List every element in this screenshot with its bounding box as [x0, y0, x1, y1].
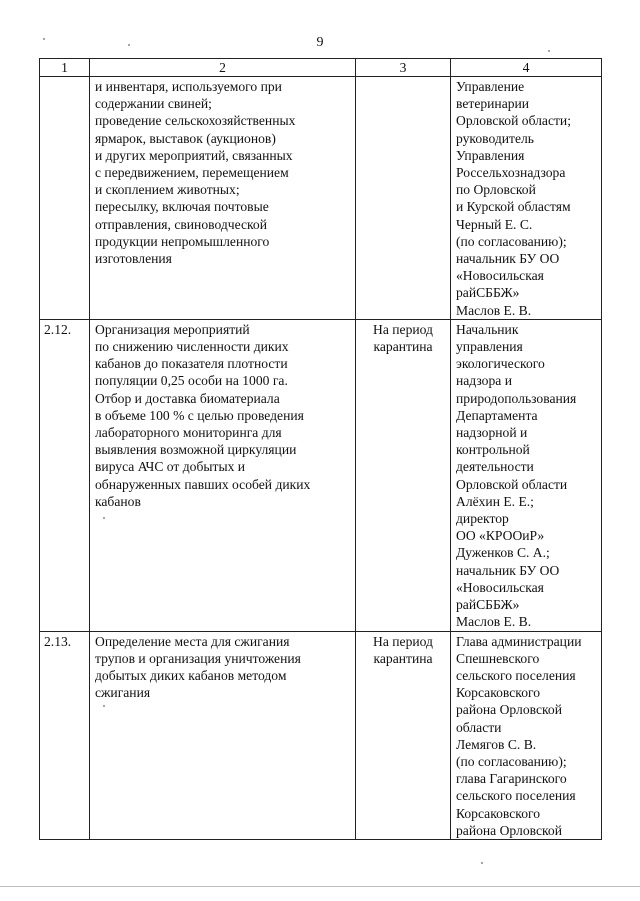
row-number-cell [40, 77, 90, 320]
event-text: и инвентаря, используемого при содержании свиней; проведение сельскохозяйственных ярмарок, выставок (аукционов) и других мероприятий, связанных с передвижением, перемещением и скоплением животных; пересылку, включая почтовые отправления, свиноводческой продукции непромышленного изготовления [95, 79, 296, 267]
header-col-3: 3 [356, 59, 451, 77]
action-plan-table [39, 58, 602, 840]
table-row [40, 631, 602, 839]
event-cell [90, 319, 356, 631]
responsible-cell [451, 77, 602, 320]
responsible-cell [451, 631, 602, 839]
event-cell [90, 77, 356, 320]
period-text [356, 77, 450, 78]
period-text: На период карантина [373, 321, 433, 355]
event-cell [90, 631, 356, 839]
scan-speck [548, 50, 550, 52]
period-cell [356, 319, 451, 631]
scan-speck [103, 705, 105, 707]
scan-bottom-edge [0, 886, 640, 887]
row-number-cell [40, 631, 90, 839]
scan-speck [103, 517, 105, 519]
row-number: 2.13. [44, 633, 72, 649]
table-row [40, 319, 602, 631]
page-number: 9 [316, 35, 324, 50]
responsible-cell [451, 319, 602, 631]
responsible-text: Начальник управления экологического надзора и природопользования Департамента надзорной и контрольной деятельности Орловской области Алёхин Е. Е.; директор ОО «КРООиР» Дуженков С. А.; начальник БУ ОО «Новосильская райСББЖ» Маслов Е. В. [456, 321, 577, 630]
header-col-2: 2 [90, 59, 356, 77]
responsible-text: Глава администрации Спешневского сельского поселения Корсаковского района Орловской области Лемягов С. В. (по согласованию); глава Гагаринского сельского поселения Корсаковского района Орловской [456, 633, 582, 838]
row-number [40, 77, 89, 78]
row-number: 2.12. [44, 321, 72, 337]
scan-speck [43, 38, 45, 40]
period-cell [356, 631, 451, 839]
table-row [40, 77, 602, 320]
header-col-1: 1 [40, 59, 90, 77]
event-text: Организация мероприятий по снижению численности диких кабанов до показателя плотности популяции 0,25 особи на 1000 га. Отбор и доставка биоматериала в объеме 100 % с целью проведения лабораторного мониторинга для выявления возможной циркуляции вируса АЧС от добытых и обнаруженных павших особей диких кабанов [95, 321, 311, 509]
header-col-4: 4 [451, 59, 602, 77]
scan-speck [481, 862, 483, 864]
row-number-cell [40, 319, 90, 631]
responsible-text: Управление ветеринарии Орловской области; руководитель Управления Россельхознадзора по Орловской и Курской областям Черный Е. С. (по согласованию); начальник БУ ОО «Новосильская райСББЖ» Маслов Е. В. [456, 79, 571, 318]
period-text: На период карантина [373, 633, 433, 666]
event-text: Определение места для сжигания трупов и организация уничтожения добытых диких кабанов методом сжигания [95, 633, 301, 701]
header-row [40, 59, 602, 77]
scan-speck [128, 44, 130, 46]
period-cell [356, 77, 451, 320]
